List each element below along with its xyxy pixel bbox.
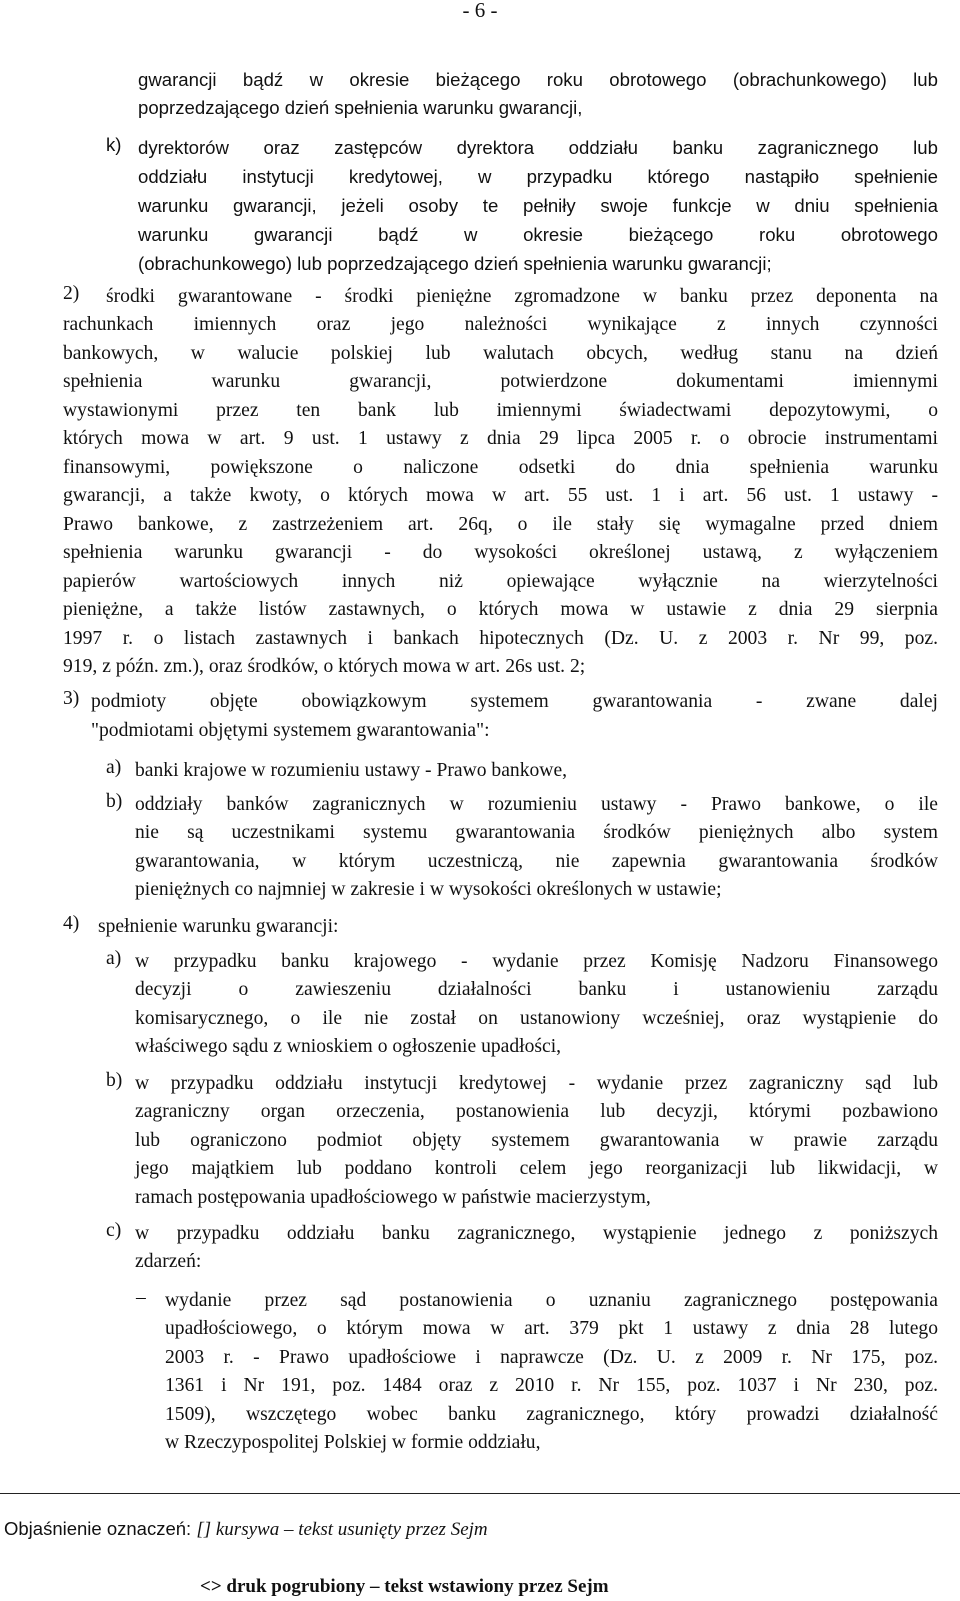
text-line: w Rzeczypospolitej Polskiej w formie oddziału, xyxy=(165,1432,541,1453)
text-line: komisarycznego, o ile nie został on ustanowiony wcześniej, oraz wystąpienie do xyxy=(135,1008,938,1029)
item-label: k) xyxy=(106,134,122,155)
text-line: banki krajowe w rozumieniu ustawy - Prawo bankowe, xyxy=(135,760,568,781)
text-line: Prawo bankowe, z zastrzeżeniem art. 26q, o ile stały się wymagalne przed dniem xyxy=(63,514,938,535)
item-label: b) xyxy=(106,1070,123,1091)
text-line: w przypadku banku krajowego - wydanie przez Komisję Nadzoru Finansowego xyxy=(135,951,938,972)
text-line: w przypadku oddziału banku zagranicznego, wystąpienie jednego z poniższych xyxy=(135,1223,938,1244)
text-line: warunku gwarancji, jeżeli osoby te pełniły swoje funkcje w dniu spełnienia xyxy=(138,195,938,216)
item-label: a) xyxy=(106,757,122,778)
text-line: 919, z późn. zm.), oraz środków, o których mowa w art. 26s ust. 2; xyxy=(63,656,586,677)
text-line: gwarancji bądź w okresie bieżącego roku obrotowego (obrachunkowego) lub xyxy=(138,69,938,90)
text-line: jego majątkiem lub poddano kontroli celem jego reorganizacji lub likwidacji, w xyxy=(135,1158,938,1179)
text-line: 1509), wszczętego wobec banku zagranicznego, który prowadzi działalność xyxy=(165,1404,938,1425)
text-line: właściwego sądu z wnioskiem o ogłoszenie upadłości, xyxy=(135,1036,562,1057)
text-line: gwarancji, a także kwoty, o których mowa w art. 55 ust. 1 i art. 56 ust. 1 ustawy - xyxy=(63,485,938,506)
text-line: papierów wartościowych innych niż opiewające wyłącznie na wierzytelności xyxy=(63,571,938,592)
text-line: oddziały banków zagranicznych w rozumieniu ustawy - Prawo bankowe, o ile xyxy=(135,794,938,815)
text-line: spełnienia warunku gwarancji, potwierdzone dokumentami imiennymi xyxy=(63,371,938,392)
footer-legend-line xyxy=(4,1518,488,1541)
text-line: upadłościowego, o którym mowa w art. 379 pkt 1 ustawy z dnia 28 lutego xyxy=(165,1318,938,1339)
text-line: spełnienie warunku gwarancji: xyxy=(98,916,339,937)
legend-prefix: Objaśnienie oznaczeń: xyxy=(4,1518,192,1539)
text-line: lub ograniczono podmiot objęty systemem gwarantowania w prawie zarządu xyxy=(135,1130,938,1151)
text-line: których mowa w art. 9 ust. 1 ustawy z dnia 29 lipca 2005 r. o obrocie instrumentami xyxy=(63,428,938,449)
footer-legend-bold: <> druk pogrubiony – tekst wstawiony przez Sejm xyxy=(200,1576,609,1597)
item-label: 4) xyxy=(63,913,80,934)
text-line: "podmiotami objętymi systemem gwarantowania": xyxy=(91,720,490,741)
text-line: wystawionymi przez ten bank lub imiennymi świadectwami depozytowymi, o xyxy=(63,400,938,421)
legend-italic: [] kursywa – tekst usunięty przez Sejm xyxy=(196,1519,488,1540)
text-line: pieniężnych co najmniej w zakresie i w wysokości określonych w ustawie; xyxy=(135,879,722,900)
text-line: w przypadku oddziału instytucji kredytowej - wydanie przez zagraniczny sąd lub xyxy=(135,1073,938,1094)
text-line: (obrachunkowego) lub poprzedzającego dzień spełnienia warunku gwarancji; xyxy=(138,253,772,274)
footer-divider xyxy=(0,1493,960,1494)
text-line: bankowych, w walucie polskiej lub walutach obcych, według stanu na dzień xyxy=(63,343,938,364)
text-line: warunku gwarancji bądź w okresie bieżącego roku obrotowego xyxy=(138,224,938,245)
text-line: finansowymi, powiększone o naliczone odsetki do dnia spełnienia warunku xyxy=(63,457,938,478)
text-line: rachunkach imiennych oraz jego należności wynikające z innych czynności xyxy=(63,314,938,335)
text-line: zdarzeń: xyxy=(135,1251,202,1272)
item-label: a) xyxy=(106,948,122,969)
text-line: 1997 r. o listach zastawnych i bankach hipotecznych (Dz. U. z 2003 r. Nr 99, poz. xyxy=(63,628,938,649)
dash-bullet: – xyxy=(136,1287,146,1308)
text-line: wydanie przez sąd postanowienia o uznaniu zagranicznego postępowania xyxy=(165,1290,938,1311)
text-line: 1361 i Nr 191, poz. 1484 oraz z 2010 r. Nr 155, poz. 1037 i Nr 230, poz. xyxy=(165,1375,938,1396)
item-label: c) xyxy=(106,1220,122,1241)
page-number: - 6 - xyxy=(462,0,498,22)
item-label: b) xyxy=(106,791,123,812)
text-line: poprzedzającego dzień spełnienia warunku gwarancji, xyxy=(138,97,583,118)
text-line: gwarantowania, w którym uczestniczą, nie zapewnia gwarantowania środków xyxy=(135,851,938,872)
text-line: zagraniczny organ orzeczenia, postanowienia lub decyzji, którymi pozbawiono xyxy=(135,1101,938,1122)
text-line: dyrektorów oraz zastępców dyrektora oddziału banku zagranicznego lub xyxy=(138,137,938,158)
text-line: oddziału instytucji kredytowej, w przypadku którego nastąpiło spełnienie xyxy=(138,166,938,187)
item-label: 2) xyxy=(63,283,80,304)
text-line: ramach postępowania upadłościowego w państwie macierzystym, xyxy=(135,1187,651,1208)
text-line: nie są uczestnikami systemu gwarantowania środków pieniężnych albo system xyxy=(135,822,938,843)
text-line: spełnienia warunku gwarancji - do wysokości określonej ustawą, z wyłączeniem xyxy=(63,542,938,563)
text-line: podmioty objęte obowiązkowym systemem gwarantowania - zwane dalej xyxy=(91,691,938,712)
text-line: pieniężne, a także listów zastawnych, o których mowa w ustawie z dnia 29 sierpnia xyxy=(63,599,938,620)
item-label: 3) xyxy=(63,688,80,709)
text-line: środki gwarantowane - środki pieniężne zgromadzone w banku przez deponenta na xyxy=(106,286,938,307)
text-line: decyzji o zawieszeniu działalności banku i ustanowieniu zarządu xyxy=(135,979,938,1000)
text-line: 2003 r. - Prawo upadłościowe i naprawcze (Dz. U. z 2009 r. Nr 175, poz. xyxy=(165,1347,938,1368)
